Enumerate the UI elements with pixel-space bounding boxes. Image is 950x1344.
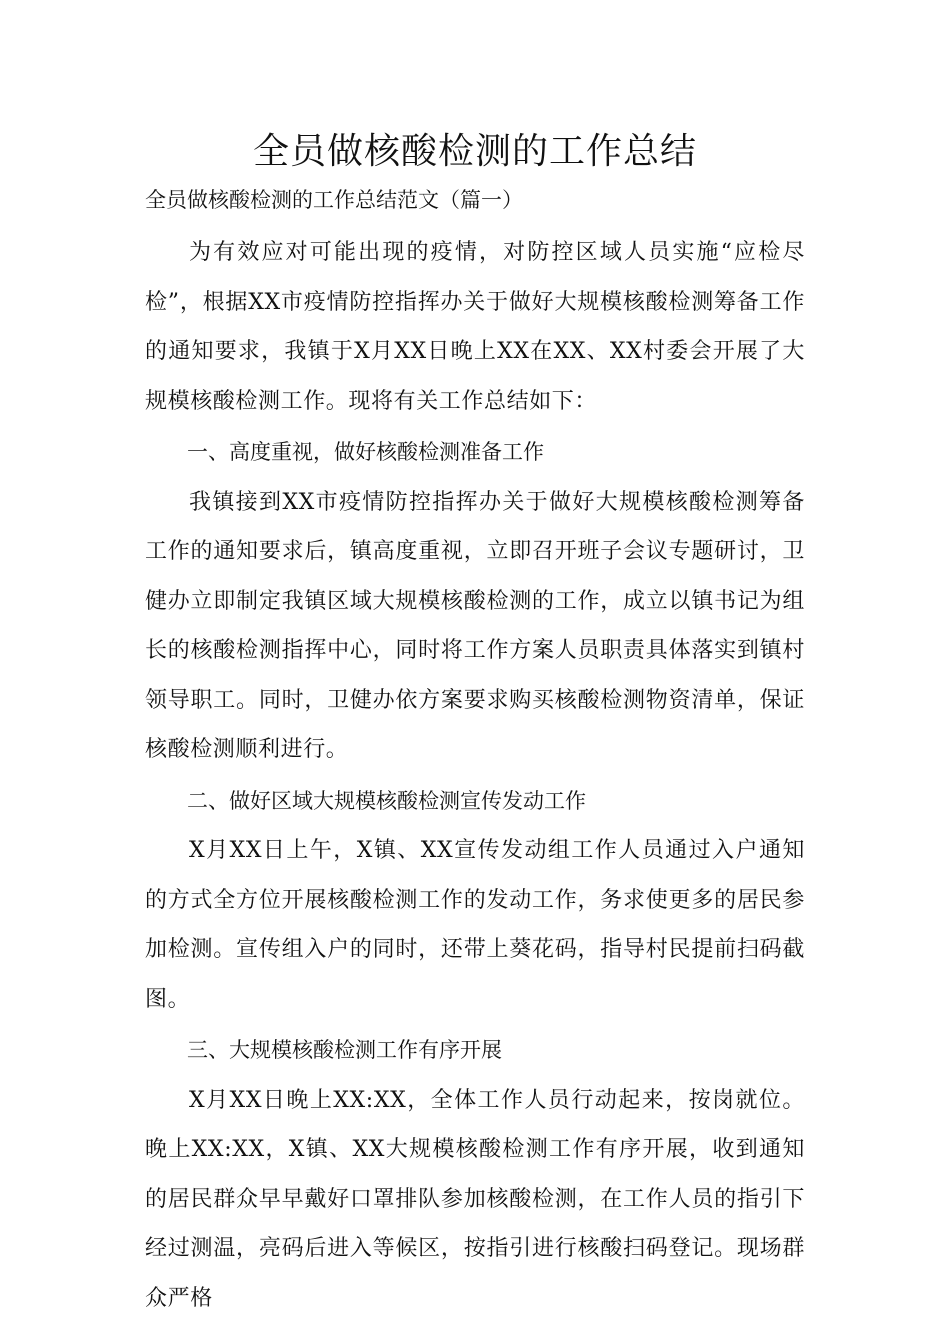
document-body — [145, 228, 805, 1325]
section-paragraph-1: 我镇接到XX市疫情防控指挥办关于做好大规模核酸检测筹备工作的通知要求后，镇高度重视，立即召开班子会议专题研讨，卫健办立即制定我镇区域大规模核酸检测的工作，成立以镇书记为组长的核酸检测指挥中心，同时将工作方案人员职责具体落实到镇村领导职工。同时，卫健办依方案要求购买核酸检测物资清单，保证核酸检测顺利进行。 — [145, 489, 805, 762]
intro-paragraph: 为有效应对可能出现的疫情，对防控区域人员实施“应检尽检”，根据XX市疫情防控指挥办关于做好大规模核酸检测筹备工作的通知要求，我镇于X月XX日晚上XX在XX、XX村委会开展了大规模核酸检测工作。现将有关工作总结如下： — [145, 240, 805, 414]
section-heading-1: 一、高度重视，做好核酸检测准备工作 — [187, 440, 544, 464]
section-paragraph-3: X月XX日晚上XX:XX，全体工作人员行动起来，按岗就位。晚上XX:XX，X镇、XX大规模核酸检测工作有序开展，收到通知的居民群众早早戴好口罩排队参加核酸检测，在工作人员的指引下经过测温，亮码后进入等候区，按指引进行核酸扫码登记。现场群众严格 — [145, 1087, 805, 1311]
section-heading-2: 二、做好区域大规模核酸检测宣传发动工作 — [187, 788, 586, 813]
document-title: 全员做核酸检测的工作总结 — [252, 131, 697, 172]
document-subtitle: 全员做核酸检测的工作总结范文（篇一） — [145, 188, 523, 212]
section-paragraph-2: X月XX日上午，X镇、XX宣传发动组工作人员通过入户通知的方式全方位开展核酸检测工作的发动工作，务求使更多的居民参加检测。宣传组入户的同时，还带上葵花码，指导村民提前扫码截图。 — [145, 838, 805, 1012]
section-heading-3: 三、大规模核酸检测工作有序开展 — [187, 1038, 502, 1062]
